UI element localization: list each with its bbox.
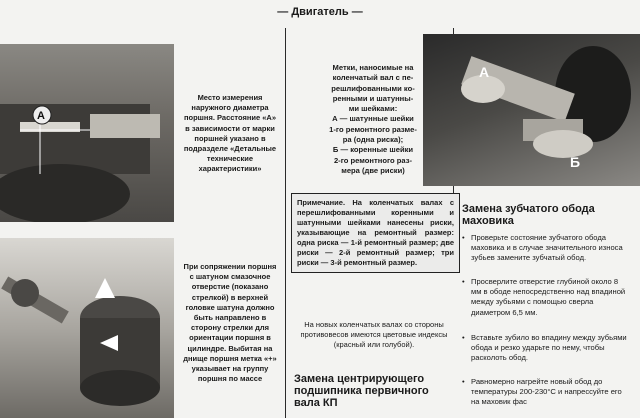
piston-rod-illustration [0, 238, 174, 418]
bullet-icon: • [462, 377, 465, 386]
label-a-left: А [37, 110, 45, 122]
caption-piston-mount: При сопряжении поршня с шатуном смазочное отверстие (показано стрелкой) в верхней головке шатуна должно быть направлено в сторону стрелки для ориентации поршня в цилиндре. Выбитая на днище поршня метка «+» указывает на группу поршня по массе [183, 262, 277, 384]
crank-marks-line: Метки, наносимые на [332, 63, 414, 72]
crank-marks-line: ра (одна риска); [342, 135, 404, 145]
column-divider-1 [285, 28, 286, 418]
caption-piston-measure: Место измерения наружного диаметра поршня. Расстояние «А» в зависимости от марки поршней указано в подразделе «Детальные технические характеристики» [183, 93, 277, 174]
label-b-right: Б [570, 154, 581, 170]
flywheel-step: • Равномерно нагрейте новый обод до температуры 200-230°С и напрессуйте его на маховик фас [462, 377, 622, 407]
flywheel-step: • Проверьте состояние зубчатого обода маховика и в случае значительного износа зубьев замените зубчатый обод. [462, 233, 623, 263]
crank-marks-line: 1-го ремонтного разме- [329, 124, 417, 134]
crank-marks-line: мера (две риски) [341, 165, 405, 175]
note-box: Примечание. На коленчатых валах с перешлифованными коренными и шатунными шейками нанесены риски, указывающие на ремонтный размер: одна риска — 1-й ремонтный размер; две риски — 2-й ремонтный размер; три риски — 3-й ремонтный размер. [291, 193, 460, 273]
label-a-right: А [479, 64, 490, 80]
crank-marks-line: ренными и шатунны- [332, 93, 414, 103]
crank-marks-line: коленчатый вал с пе- [332, 73, 414, 83]
flywheel-step: • Вставьте зубило во впадину между зубьями обода и резко ударьте по нему, чтобы расколоть обод. [462, 333, 627, 363]
page-header: — Двигатель — [277, 6, 363, 18]
section-title-pilot-bearing: Замена центрирующего подшипника первичного вала КП [294, 373, 429, 409]
crank-marks-line: А — шатунные шейки [332, 114, 414, 124]
crank-marks-line: Б — коренные шейки [332, 145, 414, 155]
new-shafts-text: На новых коленчатых валах со стороны противовесов имеются цветовые индексы (красный или голубой). [300, 320, 448, 350]
piston-measure-illustration [0, 44, 174, 222]
section-title-flywheel: Замена зубчатого обода маховика [462, 203, 595, 227]
crank-marks-line: решлифованными ко- [331, 83, 415, 93]
bullet-icon: • [462, 333, 465, 342]
crankshaft-illustration [423, 34, 640, 186]
crank-marks-line: 2-го ремонтного раз- [333, 155, 413, 165]
flywheel-step: • Просверлите отверстие глубиной около 8 мм в ободе непосредственно над впадиной между зубьями с помощью сверла диаметром 6,5 мм. [462, 277, 626, 317]
piston-rod-photo [0, 238, 174, 418]
bullet-icon: • [462, 277, 465, 286]
piston-measure-photo [0, 44, 174, 222]
crankshaft-photo [423, 34, 640, 186]
crank-marks-line: ми шейками: [348, 104, 398, 114]
bullet-icon: • [462, 233, 465, 242]
